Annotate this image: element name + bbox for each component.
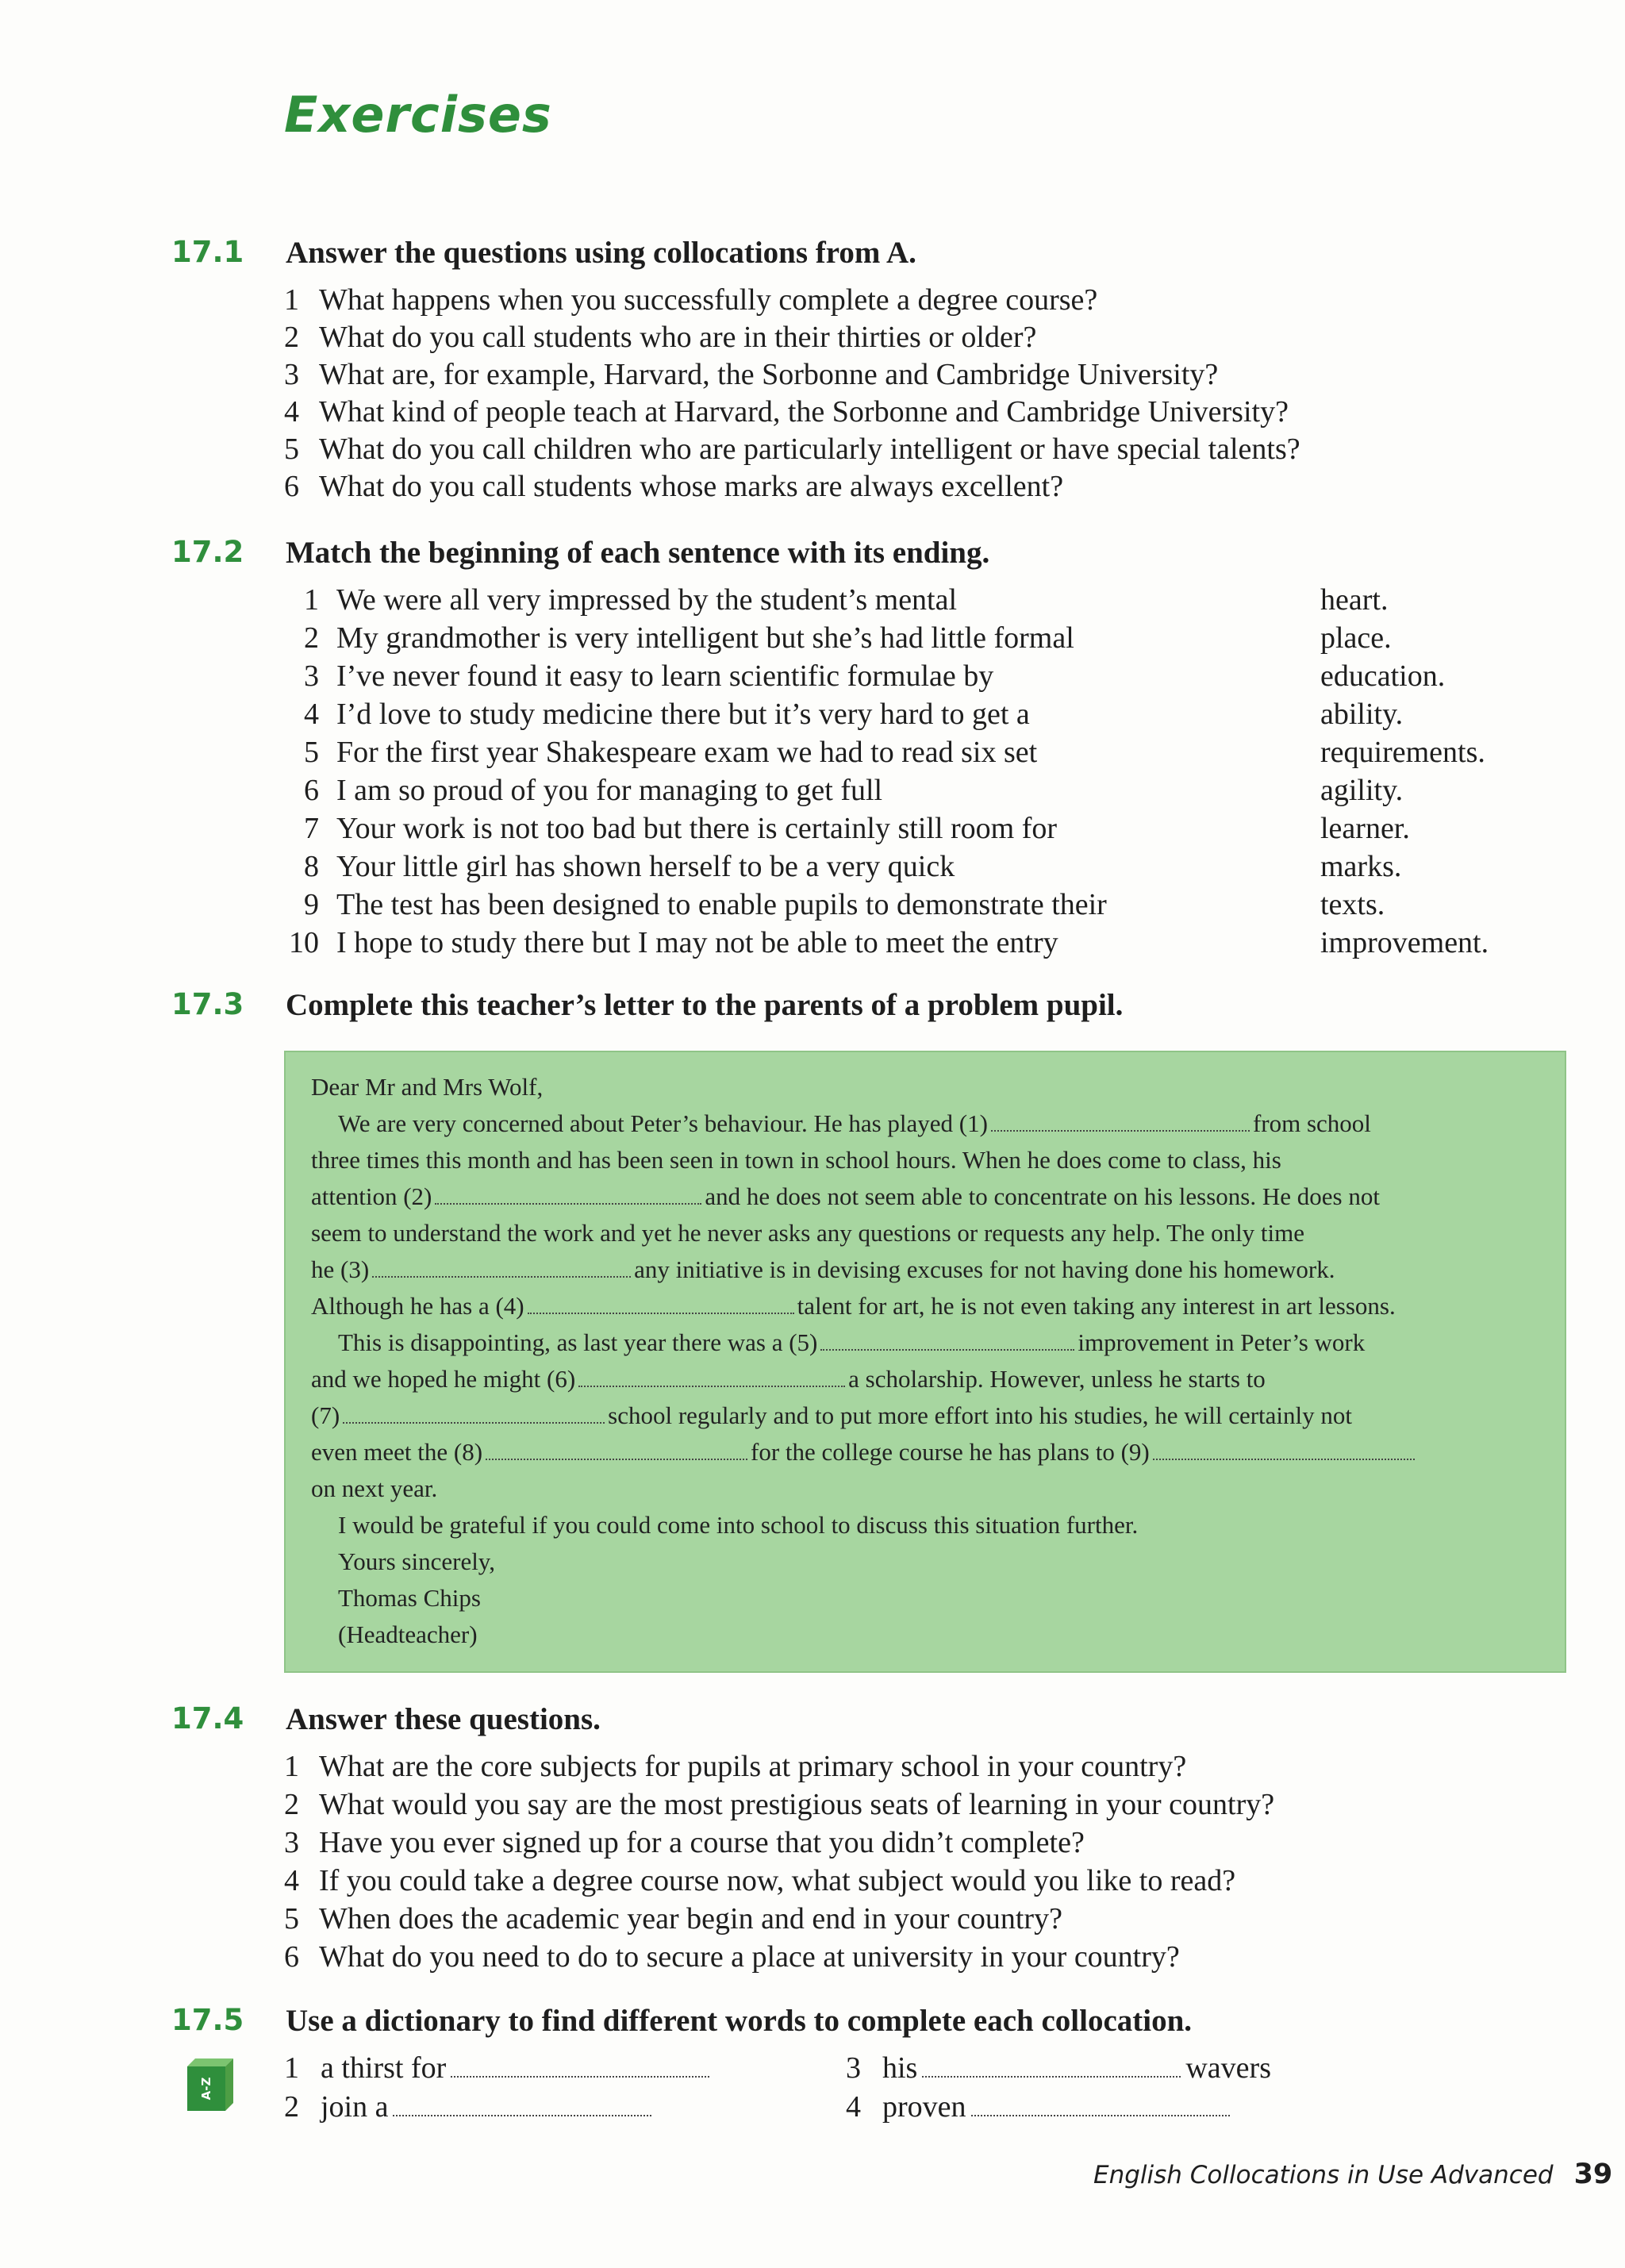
letter-line bbox=[338, 1328, 1365, 1357]
item-number: 3 bbox=[846, 2051, 861, 2085]
item-number: 5 bbox=[284, 432, 299, 466]
sentence-beginning: For the first year Shakespeare exam we had to read six set bbox=[336, 736, 1038, 769]
letter-text: This is disappointing, as last year there was a (5) bbox=[338, 1328, 818, 1356]
exercise-instruction: Complete this teacher’s letter to the parents of a problem pupil. bbox=[286, 988, 1124, 1022]
item-number: 4 bbox=[846, 2090, 861, 2124]
gap-5[interactable] bbox=[820, 1332, 1074, 1351]
gap-4[interactable] bbox=[528, 1295, 794, 1314]
collocation-word: join a bbox=[321, 2090, 389, 2124]
item-number: 9 bbox=[304, 888, 319, 921]
sentence-ending: heart. bbox=[1320, 583, 1389, 617]
item-number: 2 bbox=[284, 2090, 299, 2124]
collocation-word: proven bbox=[882, 2090, 966, 2124]
item-number: 2 bbox=[304, 621, 319, 655]
item-number: 5 bbox=[284, 1902, 299, 1935]
item-number: 6 bbox=[304, 774, 319, 807]
exercise-number: 17.1 bbox=[171, 235, 244, 269]
letter-text: attention (2) bbox=[311, 1182, 432, 1210]
collocation-word: his bbox=[882, 2051, 918, 2085]
page-title: Exercises bbox=[284, 86, 552, 144]
exercise-number: 17.2 bbox=[171, 535, 244, 569]
page-footer bbox=[1093, 2158, 1612, 2190]
item-number: 2 bbox=[284, 321, 299, 354]
sentence-ending: agility. bbox=[1320, 774, 1404, 807]
letter-line: three times this month and has been seen in town in school hours. When he does come to class, his bbox=[311, 1146, 1281, 1174]
gap-9[interactable] bbox=[1153, 1441, 1415, 1460]
letter-line bbox=[311, 1182, 1380, 1211]
item-text: When does the academic year begin and end in your country? bbox=[319, 1902, 1062, 1935]
letter-text: improvement in Peter’s work bbox=[1078, 1328, 1366, 1356]
item-number: 3 bbox=[304, 659, 319, 693]
exercise-instruction: Answer the questions using collocations from A. bbox=[286, 236, 916, 270]
sentence-beginning: I hope to study there but I may not be able to meet the entry bbox=[336, 926, 1058, 959]
sentence-ending: learner. bbox=[1320, 812, 1410, 845]
letter-text: (7) bbox=[311, 1401, 340, 1429]
letter-line bbox=[311, 1365, 1266, 1393]
item-number: 6 bbox=[284, 1940, 299, 1974]
item-number: 5 bbox=[304, 736, 319, 769]
item-number: 1 bbox=[284, 1750, 299, 1783]
letter-line bbox=[311, 1292, 1396, 1320]
letter-text: Although he has a (4) bbox=[311, 1292, 524, 1320]
item-text: What happens when you successfully complete a degree course? bbox=[319, 283, 1098, 317]
sentence-beginning: I’ve never found it easy to learn scientific formulae by bbox=[336, 659, 994, 693]
item-text: If you could take a degree course now, what subject would you like to read? bbox=[319, 1864, 1236, 1897]
book-title: English Collocations in Use Advanced bbox=[1093, 2161, 1554, 2189]
item-text: Have you ever signed up for a course that you didn’t complete? bbox=[319, 1826, 1085, 1859]
letter-text: We are very concerned about Peter’s behaviour. He has played (1) bbox=[338, 1109, 988, 1137]
item-number: 3 bbox=[284, 358, 299, 391]
answer-gap[interactable] bbox=[922, 2058, 1181, 2078]
sentence-ending: texts. bbox=[1320, 888, 1385, 921]
item-number: 8 bbox=[304, 850, 319, 883]
item-number: 1 bbox=[304, 583, 319, 617]
item-text: What kind of people teach at Harvard, the Sorbonne and Cambridge University? bbox=[319, 395, 1289, 429]
answer-gap[interactable] bbox=[971, 2097, 1230, 2116]
item-number: 2 bbox=[284, 1788, 299, 1821]
letter-line bbox=[311, 1438, 1418, 1467]
sentence-beginning: Your work is not too bad but there is certainly still room for bbox=[336, 812, 1058, 845]
letter-text: talent for art, he is not even taking any interest in art lessons. bbox=[797, 1292, 1396, 1320]
letter-line bbox=[338, 1109, 1371, 1138]
item-text: What do you call students who are in their thirties or older? bbox=[319, 321, 1037, 354]
sentence-ending: ability. bbox=[1320, 698, 1404, 731]
gap-7[interactable] bbox=[343, 1405, 605, 1424]
letter-closing: Yours sincerely, bbox=[338, 1547, 496, 1575]
gap-1[interactable] bbox=[991, 1113, 1250, 1132]
gap-3[interactable] bbox=[372, 1259, 631, 1278]
exercise-instruction: Use a dictionary to find different words to complete each collocation. bbox=[286, 2004, 1193, 2038]
letter-greeting: Dear Mr and Mrs Wolf, bbox=[311, 1073, 544, 1101]
sentence-beginning: I am so proud of you for managing to get full bbox=[336, 774, 883, 807]
letter-text: even meet the (8) bbox=[311, 1438, 483, 1466]
sentence-ending: marks. bbox=[1320, 850, 1402, 883]
item-number: 4 bbox=[284, 395, 299, 429]
letter-signature: Thomas Chips bbox=[338, 1584, 481, 1612]
sentence-beginning: Your little girl has shown herself to be a very quick bbox=[336, 850, 955, 883]
letter-text: and we hoped he might (6) bbox=[311, 1365, 576, 1393]
item-text: What do you call students whose marks are always excellent? bbox=[319, 470, 1064, 503]
sentence-ending: requirements. bbox=[1320, 736, 1485, 769]
letter-text: for the college course he has plans to (9) bbox=[751, 1438, 1150, 1466]
item-number: 3 bbox=[284, 1826, 299, 1859]
letter-line: on next year. bbox=[311, 1474, 438, 1502]
letter-text: and he does not seem able to concentrate on his lessons. He does not bbox=[705, 1182, 1380, 1210]
collocation-word: a thirst for bbox=[321, 2051, 447, 2085]
letter-role: (Headteacher) bbox=[338, 1620, 478, 1648]
letter-text: a scholarship. However, unless he starts to bbox=[848, 1365, 1266, 1393]
letter-text: any initiative is in devising excuses for not having done his homework. bbox=[634, 1255, 1335, 1283]
letter-text: school regularly and to put more effort into his studies, he will certainly not bbox=[608, 1401, 1352, 1429]
sentence-ending: place. bbox=[1320, 621, 1392, 655]
letter-line bbox=[311, 1255, 1335, 1284]
exercise-number: 17.3 bbox=[171, 987, 244, 1021]
letter-text: he (3) bbox=[311, 1255, 370, 1283]
gap-2[interactable] bbox=[435, 1186, 701, 1205]
letter-line: seem to understand the work and yet he never asks any questions or requests any help. The only time bbox=[311, 1219, 1305, 1247]
collocation-word: wavers bbox=[1185, 2051, 1271, 2085]
letter-box bbox=[284, 1051, 1566, 1673]
item-text: What are the core subjects for pupils at primary school in your country? bbox=[319, 1750, 1187, 1783]
exercise-instruction: Answer these questions. bbox=[286, 1702, 601, 1736]
letter-line bbox=[311, 1401, 1352, 1430]
exercise-number: 17.5 bbox=[171, 2003, 244, 2037]
sentence-ending: education. bbox=[1320, 659, 1446, 693]
item-text: What do you call children who are particularly intelligent or have special talents? bbox=[319, 432, 1300, 466]
sentence-beginning: I’d love to study medicine there but it’s very hard to get a bbox=[336, 698, 1030, 731]
item-number: 6 bbox=[284, 470, 299, 503]
item-number: 7 bbox=[304, 812, 319, 845]
item-number: 10 bbox=[289, 926, 319, 959]
page-number: 39 bbox=[1573, 2158, 1613, 2190]
item-text: What are, for example, Harvard, the Sorbonne and Cambridge University? bbox=[319, 358, 1219, 391]
item-number: 1 bbox=[284, 283, 299, 317]
exercise-number: 17.4 bbox=[171, 1701, 244, 1736]
item-text: What would you say are the most prestigious seats of learning in your country? bbox=[319, 1788, 1275, 1821]
svg-text:A-Z: A-Z bbox=[199, 2077, 213, 2101]
dictionary-book-icon bbox=[187, 2058, 235, 2115]
gap-8[interactable] bbox=[486, 1441, 747, 1460]
item-number: 4 bbox=[304, 698, 319, 731]
exercise-instruction: Match the beginning of each sentence with its ending. bbox=[286, 536, 990, 570]
letter-text: from school bbox=[1252, 1109, 1371, 1137]
answer-gap[interactable] bbox=[393, 2097, 651, 2116]
answer-gap[interactable] bbox=[451, 2058, 709, 2078]
sentence-ending: improvement. bbox=[1320, 926, 1489, 959]
sentence-beginning: My grandmother is very intelligent but she’s had little formal bbox=[336, 621, 1074, 655]
item-text: What do you need to do to secure a place at university in your country? bbox=[319, 1940, 1180, 1974]
sentence-beginning: We were all very impressed by the student’s mental bbox=[336, 583, 958, 617]
letter-line: I would be grateful if you could come into school to discuss this situation further. bbox=[338, 1511, 1139, 1539]
sentence-beginning: The test has been designed to enable pupils to demonstrate their bbox=[336, 888, 1107, 921]
item-number: 1 bbox=[284, 2051, 299, 2085]
item-number: 4 bbox=[284, 1864, 299, 1897]
gap-6[interactable] bbox=[578, 1368, 845, 1387]
